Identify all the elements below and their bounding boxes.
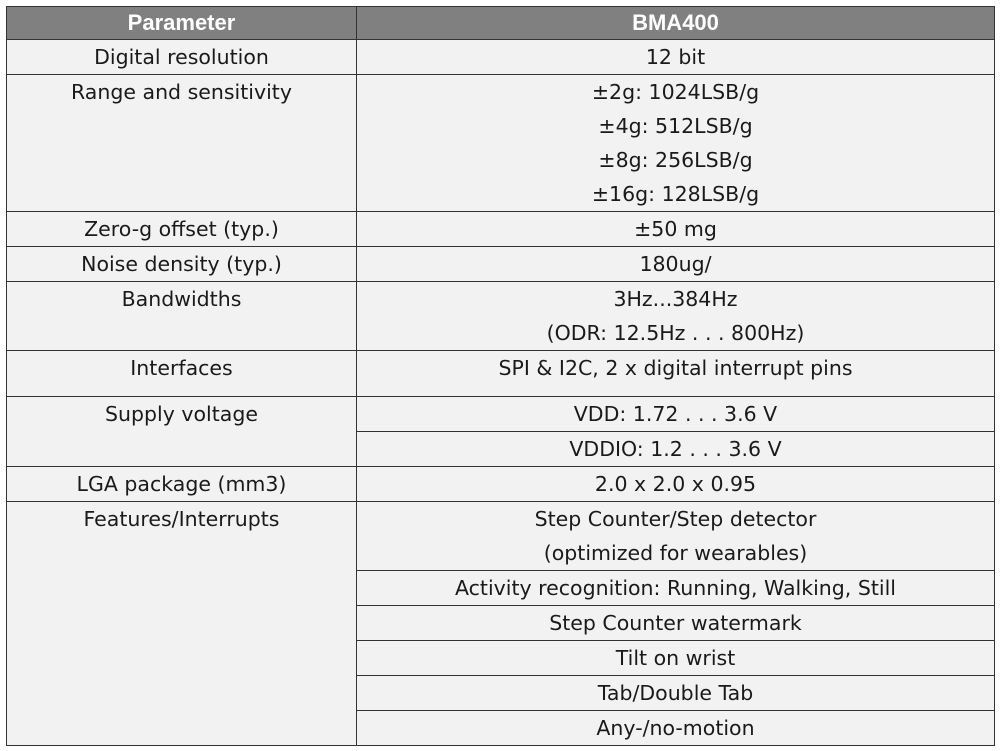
param-noise-density: Noise density (typ.) [7,247,357,282]
header-row [7,7,995,40]
param-interfaces: Interfaces [7,351,357,397]
value-vdd: VDD: 1.72 . . . 3.6 V [357,397,995,432]
table-row [7,212,995,247]
range-8g: ±8g: 256LSB/g [598,148,753,172]
header-parameter: Parameter [7,7,357,40]
param-features-interrupts: Features/Interrupts [7,502,357,746]
feature-activity-recognition: Activity recognition: Running, Walking, Still [357,571,995,606]
value-step-counter [357,502,995,571]
param-bandwidths: Bandwidths [7,282,357,351]
value-noise-density: 180ug/ [357,247,995,282]
param-lga-package: LGA package (mm3) [7,467,357,502]
table-row [7,351,995,397]
value-vddio: VDDIO: 1.2 . . . 3.6 V [357,432,995,467]
table-row [7,502,995,571]
header-bma400: BMA400 [357,7,995,40]
feature-step-counter: Step Counter/Step detector [534,507,817,531]
spec-table [6,6,995,746]
bandwidth-range: 3Hz...384Hz [613,287,738,311]
table-row [7,247,995,282]
feature-step-counter-watermark: Step Counter watermark [357,606,995,641]
range-16g: ±16g: 128LSB/g [591,182,760,206]
range-2g: ±2g: 1024LSB/g [591,80,760,104]
value-interfaces: SPI & I2C, 2 x digital interrupt pins [357,351,995,397]
value-zero-g-offset: ±50 mg [357,212,995,247]
feature-optimized-wearables: (optimized for wearables) [543,541,808,565]
value-lga-package: 2.0 x 2.0 x 0.95 [357,467,995,502]
param-supply-voltage: Supply voltage [7,397,357,467]
feature-tab-double-tab: Tab/Double Tab [357,676,995,711]
table-row [7,282,995,351]
value-digital-resolution: 12 bit [357,40,995,75]
value-bandwidths [357,282,995,351]
feature-any-no-motion: Any-/no-motion [357,711,995,746]
bandwidth-odr: (ODR: 12.5Hz . . . 800Hz) [546,321,805,345]
param-range-sensitivity: Range and sensitivity [7,75,357,212]
table-row [7,40,995,75]
feature-tilt-on-wrist: Tilt on wrist [357,641,995,676]
table-row [7,397,995,432]
param-digital-resolution: Digital resolution [7,40,357,75]
value-range-sensitivity [357,75,995,212]
table-row [7,75,995,212]
range-4g: ±4g: 512LSB/g [598,114,753,138]
table-row [7,467,995,502]
param-zero-g-offset: Zero-g offset (typ.) [7,212,357,247]
